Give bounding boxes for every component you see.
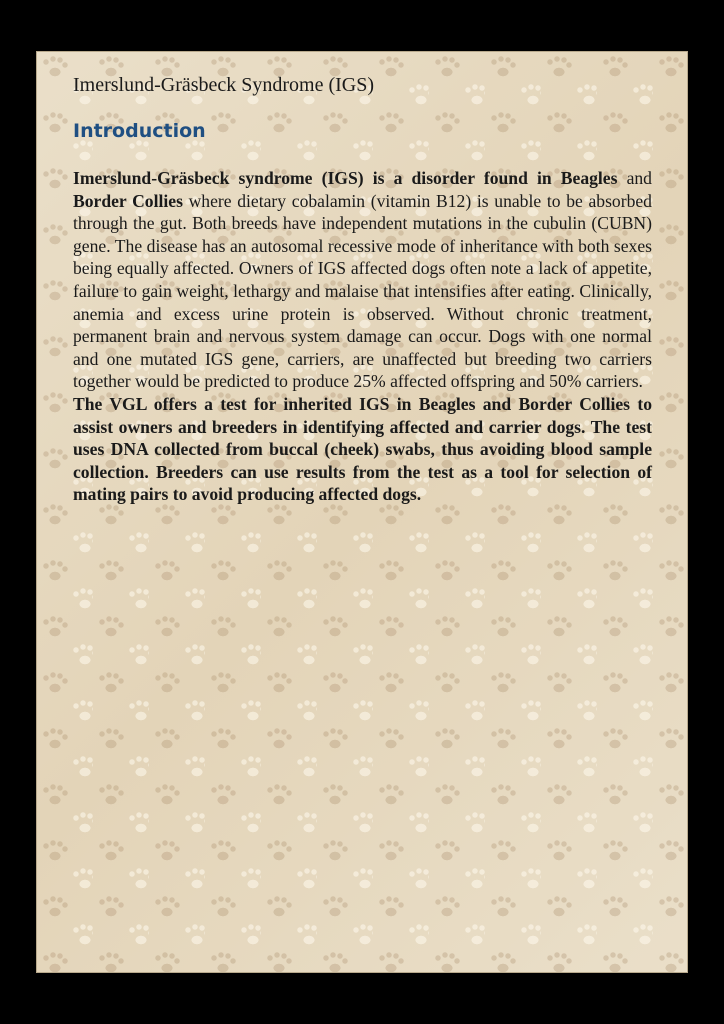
- intro-bold-lead: Imerslund-Gräsbeck syndrome (IGS) is a disorder found in Beagles: [73, 168, 618, 188]
- document-page: [36, 51, 688, 973]
- intro-text-body: where dietary cobalamin (vitamin B12) is unable to be absorbed through the gut. Both breeds have independent mutations in the cubulin (CUBN) gene. The disease has an autosomal recessive mode of inheritance with both sexes being equally affected. Owners of IGS affected dogs often note a lack of appetite, failure to gain weight, lethargy and malaise that intensifies after eating. Clinically, anemia and excess urine protein is observed. Without chronic treatment, permanent brain and nervous system damage can occur. Dogs with one normal and one mutated IGS gene, carriers, are unaffected but breeding two carriers together would be predicted to produce 25% affected offspring and 50% carriers.: [73, 190, 652, 392]
- document-title: Imerslund-Gräsbeck Syndrome (IGS): [73, 74, 375, 96]
- body-text: [73, 167, 652, 506]
- intro-bold-border-collies: Border Collies: [73, 190, 183, 211]
- paragraph-intro: [73, 167, 652, 393]
- section-heading-introduction: Introduction: [73, 120, 206, 142]
- intro-text-and: and: [617, 168, 652, 188]
- paragraph-vgl-test: The VGL offers a test for inherited IGS in Beagles and Border Collies to assist owners and breeders in identifying affected and carrier dogs. The test uses DNA collected from buccal (cheek) swabs, thus avoiding blood sample collection. Breeders can use results from the test as a tool for selection of mating pairs to avoid producing affected dogs.: [73, 393, 652, 505]
